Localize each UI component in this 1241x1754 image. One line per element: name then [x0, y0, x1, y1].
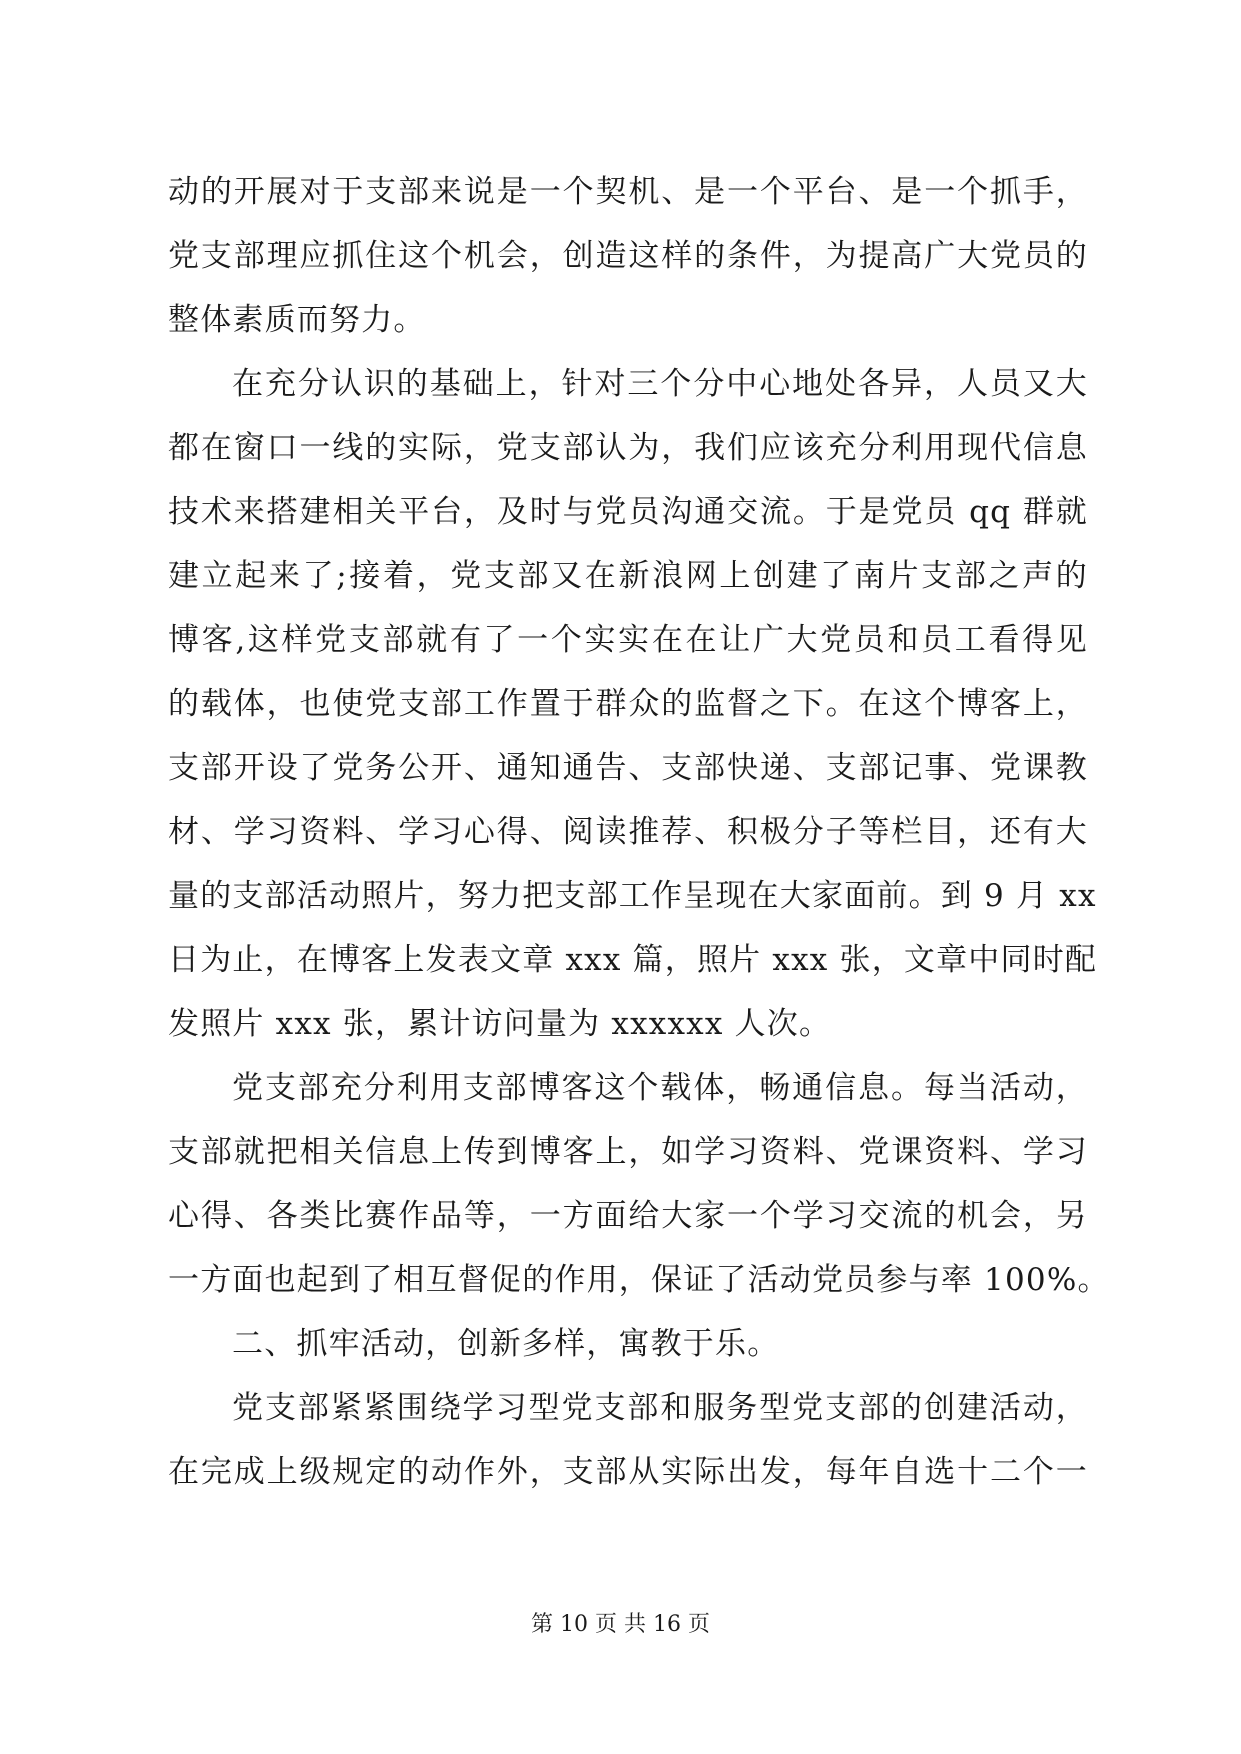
paragraph-first-line: 党支部紧紧围绕学习型党支部和服务型党支部的创建活动，: [232, 1390, 1088, 1426]
text-line: 党支部理应抓住这个机会，创造这样的条件，为提高广大党员的: [168, 238, 1088, 274]
text-line: 的载体，也使党支部工作置于群众的监督之下。在这个博客上，: [168, 686, 1088, 722]
text-line: 博客,这样党支部就有了一个实实在在让广大党员和员工看得见: [168, 622, 1088, 658]
text-line: 发照片 xxx 张，累计访问量为 xxxxxx 人次。: [168, 1006, 832, 1042]
text-line: 支部就把相关信息上传到博客上，如学习资料、党课资料、学习: [168, 1134, 1088, 1170]
text-line: 建立起来了;接着，党支部又在新浪网上创建了南片支部之声的: [168, 558, 1088, 594]
text-line: 在完成上级规定的动作外，支部从实际出发，每年自选十二个一: [168, 1454, 1088, 1490]
text-line: 动的开展对于支部来说是一个契机、是一个平台、是一个抓手，: [168, 174, 1088, 210]
text-line: 整体素质而努力。: [168, 302, 426, 338]
text-line: 心得、各类比赛作品等，一方面给大家一个学习交流的机会，另: [168, 1198, 1088, 1234]
text-line: 都在窗口一线的实际，党支部认为，我们应该充分利用现代信息: [168, 430, 1088, 466]
text-line: 日为止，在博客上发表文章 xxx 篇，照片 xxx 张，文章中同时配: [168, 942, 1098, 978]
body-text: [168, 160, 1110, 1504]
section-heading: 二、抓牢活动，创新多样，寓教于乐。: [232, 1326, 780, 1362]
paragraph-first-line: 党支部充分利用支部博客这个载体，畅通信息。每当活动，: [232, 1070, 1088, 1106]
text-line: 一方面也起到了相互督促的作用，保证了活动党员参与率 100%。: [168, 1262, 1110, 1298]
paragraph-first-line: 在充分认识的基础上，针对三个分中心地处各异，人员又大: [232, 366, 1088, 402]
text-line: 技术来搭建相关平台，及时与党员沟通交流。于是党员 qq 群就: [168, 494, 1088, 530]
text-line: 量的支部活动照片，努力把支部工作呈现在大家面前。到 9 月 xx: [168, 878, 1097, 914]
page-footer: 第 10 页 共 16 页: [531, 1612, 710, 1637]
text-line: 材、学习资料、学习心得、阅读推荐、积极分子等栏目，还有大: [168, 814, 1088, 850]
text-line: 支部开设了党务公开、通知通告、支部快递、支部记事、党课教: [168, 750, 1088, 786]
